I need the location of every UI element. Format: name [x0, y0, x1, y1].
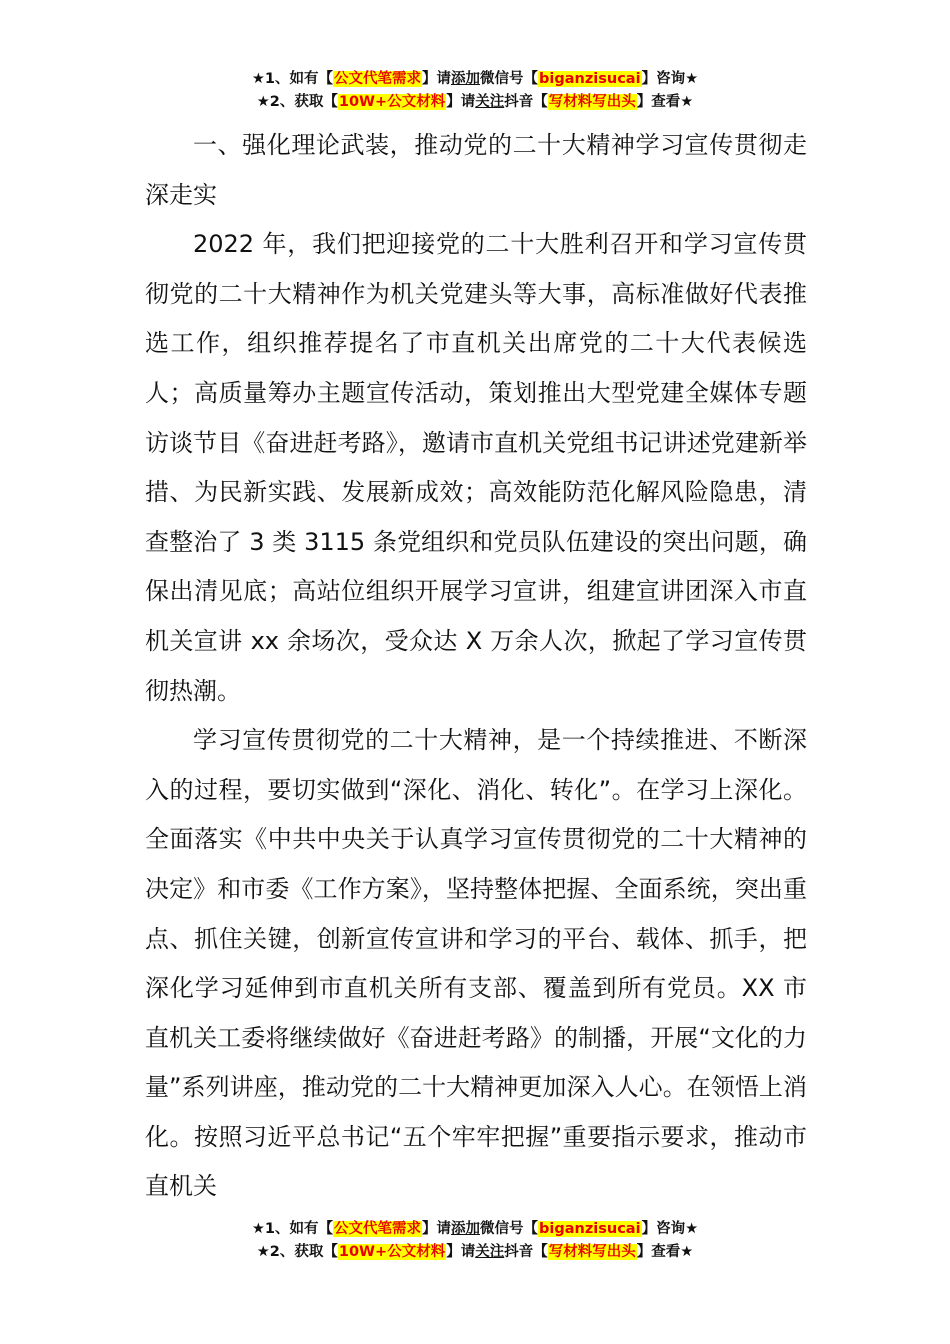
body-paragraph: 学习宣传贯彻党的二十大精神，是一个持续推进、不断深入的过程，要切实做到“深化、消化、转化”。在学习上深化。全面落实《中共中央关于认真学习宣传贯彻党的二十大精神的决定》和市委《工作方案》，坚持整体把握、全面系统，突出重点、抓住关键，创新宣传宣讲和学习的平台、载体、抓手，把深化学习延伸到市直机关所有支部、覆盖到所有党员。XX 市直机关工委将继续做好《奋进赶考路》的制播，开展“文化的力量”系列讲座，推动党的二十大精神更加深入人心。在领悟上消化。按照习近平总书记“五个牢牢把握”重要指示要求，推动市直机关 [145, 726, 807, 1201]
notice-text: 】请 [446, 1244, 476, 1260]
notice-line-2 [0, 1241, 950, 1264]
highlight-douyin-account: 写材料写出头 [548, 1244, 636, 1260]
notice-underlined-text: 添加 [451, 1221, 481, 1237]
notice-text: 】请 [422, 1221, 452, 1237]
notice-line-2 [0, 91, 950, 114]
highlight-wechat-id: biganzisucai [539, 71, 641, 87]
body-paragraph: 2022 年，我们把迎接党的二十大胜利召开和学习宣传贯彻党的二十大精神作为机关党建头等大事，高标准做好代表推选工作，组织推荐提名了市直机关出席党的二十大代表候选人；高质量筹办主题宣传活动，策划推出大型党建全媒体专题访谈节目《奋进赶考路》，邀请市直机关党组书记讲述党建新举措、为民新实践、发展新成效；高效能防范化解风险隐患，清查整治了 3 类 3115 条党组织和党员队伍建设的突出问题，确保出清见底；高站位组织开展学习宣讲，组建宣讲团深入市直机关宣讲 xx 余场次，受众达 X 万余人次，掀起了学习宣传贯彻热潮。 [145, 230, 807, 705]
notice-underlined-text: 添加 [451, 71, 481, 87]
notice-line-1 [0, 1218, 950, 1241]
bottom-notice-banner [0, 1218, 950, 1264]
document-body [145, 121, 807, 1212]
notice-text: 】请 [422, 71, 452, 87]
highlight-materials: 10W+公文材料 [338, 1244, 446, 1260]
notice-text: 】咨询★ [641, 71, 699, 87]
notice-text: 微信号【 [480, 1221, 539, 1237]
notice-line-1 [0, 68, 950, 91]
notice-text: ★1、如有【 [251, 71, 334, 87]
notice-text: 】查看★ [636, 1244, 694, 1260]
section-heading: 一、强化理论武装，推动党的二十大精神学习宣传贯彻走深走实 [145, 131, 807, 209]
notice-underlined-text: 关注 [475, 1244, 505, 1260]
notice-text: 抖音【 [504, 94, 548, 110]
top-notice-banner [0, 68, 950, 114]
notice-text: 】请 [446, 94, 476, 110]
notice-text: 微信号【 [480, 71, 539, 87]
highlight-materials: 10W+公文材料 [338, 94, 446, 110]
notice-text: 】查看★ [636, 94, 694, 110]
notice-text: ★2、获取【 [256, 94, 338, 110]
notice-text: 】咨询★ [641, 1221, 699, 1237]
notice-text: 抖音【 [504, 1244, 548, 1260]
highlight-service: 公文代笔需求 [334, 71, 422, 87]
notice-text: ★2、获取【 [256, 1244, 338, 1260]
highlight-service: 公文代笔需求 [334, 1221, 422, 1237]
highlight-wechat-id: biganzisucai [539, 1221, 641, 1237]
notice-text: ★1、如有【 [251, 1221, 334, 1237]
highlight-douyin-account: 写材料写出头 [548, 94, 636, 110]
notice-underlined-text: 关注 [475, 94, 505, 110]
